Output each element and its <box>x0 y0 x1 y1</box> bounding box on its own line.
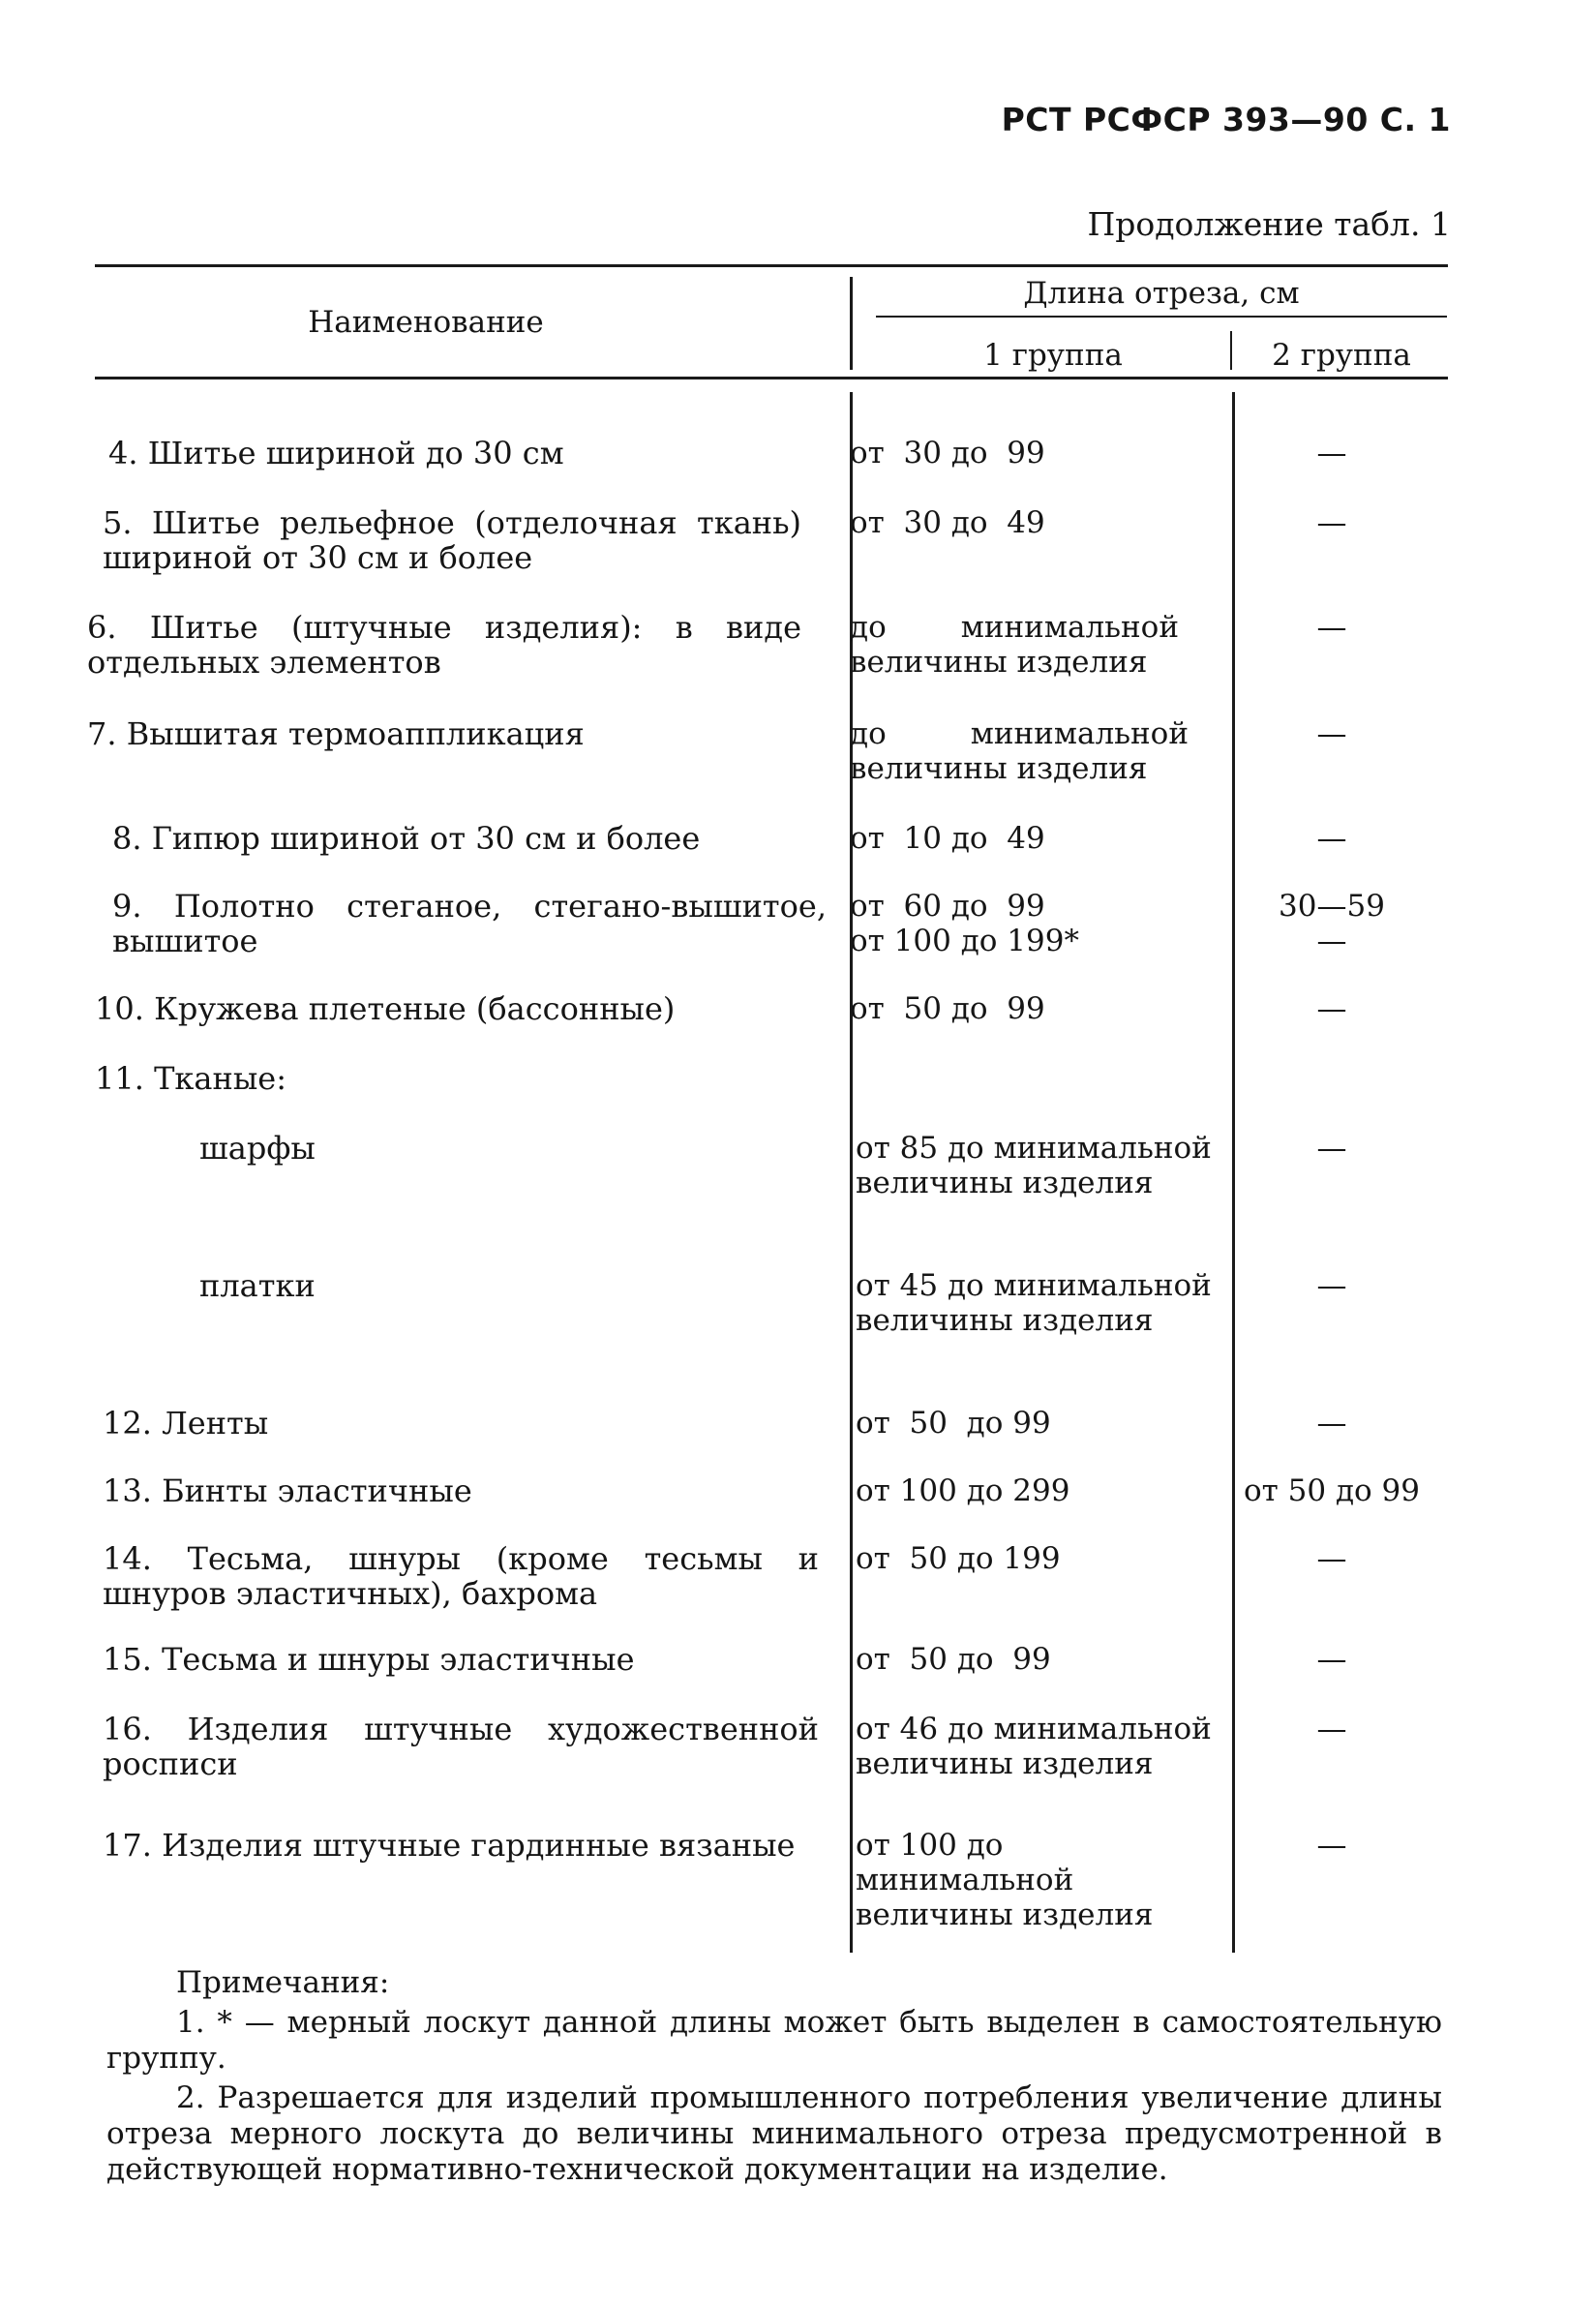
length-subheader-rule <box>876 316 1447 318</box>
row-number: 4. <box>108 435 138 471</box>
row-group2-value: — <box>1316 991 1347 1026</box>
row-group1-value: от 100 до минимальной величины изделия <box>856 1828 1154 1932</box>
row-name: шарфы <box>199 1130 316 1167</box>
row-name: Ленты <box>162 1405 269 1441</box>
column-header-group1: 1 группа <box>983 338 1123 373</box>
row-group1-value: от 10 до 49 <box>850 821 1045 856</box>
row-number: 12. <box>103 1405 152 1441</box>
table-top-rule <box>95 264 1448 267</box>
row-name: Гипюр шириной от 30 см и более <box>151 820 701 857</box>
row-group2-value: — <box>1316 1642 1347 1677</box>
row-name: Шитье (штучные изделия): в виде отдельных элементов <box>87 609 802 681</box>
document-header: РСТ РСФСР 393—90 С. 1 <box>1001 101 1451 138</box>
row-name: Бинты эластичные <box>162 1472 472 1509</box>
row-name: Тканые: <box>154 1060 286 1097</box>
row-name: Кружева плетеные (бассонные) <box>154 990 676 1027</box>
row-group2-value: 30—59 — <box>1279 889 1385 958</box>
row-group2-value: — <box>1316 1828 1347 1863</box>
row-number: 10. <box>95 990 144 1027</box>
row-name: Полотно стеганое, стегано-вышитое, вышитое <box>112 888 827 959</box>
row-number: 16. <box>103 1711 152 1747</box>
row-number: 7. <box>87 715 117 752</box>
row-group2-value: — <box>1316 1712 1347 1746</box>
row-group1-value: от 45 до минимальной величины изделия <box>856 1268 1212 1338</box>
row-group1-value: от 30 до 49 <box>850 505 1045 540</box>
row-number: 9. <box>112 888 142 925</box>
row-number: 5. <box>103 504 133 541</box>
row-group2-value: — <box>1316 610 1347 645</box>
row-name: Вышитая термоаппликация <box>126 715 585 752</box>
row-number: 17. <box>103 1827 152 1864</box>
row-name: Шитье шириной до 30 см <box>147 435 564 471</box>
row-group2-value: — <box>1316 821 1347 856</box>
column-header-length: Длина отреза, см <box>1023 276 1300 311</box>
row-name: Шитье рельефное (отделочная ткань) шириной от 30 см и более <box>103 504 802 576</box>
row-group2-value: — <box>1316 436 1347 470</box>
note-item: 2. Разрешается для изделий промышленного потребления увеличение длины отреза мерного лоскута до величины минимального отреза предусмотренной в действующей нормативно-технической документации на изделие. <box>106 2080 1442 2187</box>
row-group1-value: до минимальной величины изделия <box>850 610 1179 680</box>
row-group1-value: от 50 до 99 <box>856 1642 1051 1677</box>
row-group2-value: — <box>1316 1131 1347 1166</box>
header-divider-vertical <box>850 277 853 370</box>
row-group1-value: от 30 до 99 <box>850 436 1045 470</box>
row-group1-value: от 50 до 199 <box>856 1541 1061 1576</box>
row-group2-value: — <box>1316 1406 1347 1441</box>
row-number: 8. <box>112 820 142 857</box>
row-number: 14. <box>103 1540 152 1577</box>
row-group2-value: — <box>1316 716 1347 751</box>
row-number: 15. <box>103 1641 152 1678</box>
row-name: платки <box>199 1267 316 1304</box>
row-group2-value: — <box>1316 1268 1347 1303</box>
notes-section <box>106 1965 1442 2192</box>
row-group2-value: от 50 до 99 <box>1243 1473 1421 1508</box>
row-group1-value: от 50 до 99 <box>856 1406 1051 1441</box>
row-group1-value: до минимальной величины изделия <box>850 716 1189 786</box>
group-divider-header <box>1230 331 1232 370</box>
row-group1-value: от 85 до минимальной величины изделия <box>856 1131 1212 1200</box>
notes-title: Примечания: <box>176 1965 390 2000</box>
row-number: 13. <box>103 1472 152 1509</box>
header-bottom-rule <box>95 377 1448 379</box>
column-header-name: Наименование <box>308 305 544 340</box>
column-header-group2: 2 группа <box>1272 338 1411 373</box>
row-name: Изделия штучные гардинные вязаные <box>162 1827 796 1864</box>
table-continuation-label: Продолжение табл. 1 <box>1087 205 1451 243</box>
row-name: Тесьма, шнуры (кроме тесьмы и шнуров эластичных), бахрома <box>103 1540 819 1612</box>
row-number: 6. <box>87 609 117 646</box>
row-name: Изделия штучные художественной росписи <box>103 1711 820 1782</box>
row-group1-value: от 60 до 99 от 100 до 199* <box>850 889 1079 958</box>
row-number: 11. <box>95 1060 144 1097</box>
row-group1-value: от 46 до минимальной величины изделия <box>856 1712 1212 1781</box>
note-item: 1. * — мерный лоскут данной длины может быть выделен в самостоятельную группу. <box>106 2005 1442 2076</box>
row-group1-value: от 50 до 99 <box>850 991 1045 1026</box>
row-group2-value: — <box>1316 505 1347 540</box>
row-group1-value: от 100 до 299 <box>856 1473 1070 1508</box>
row-name: Тесьма и шнуры эластичные <box>162 1641 635 1678</box>
row-group2-value: — <box>1316 1541 1347 1576</box>
